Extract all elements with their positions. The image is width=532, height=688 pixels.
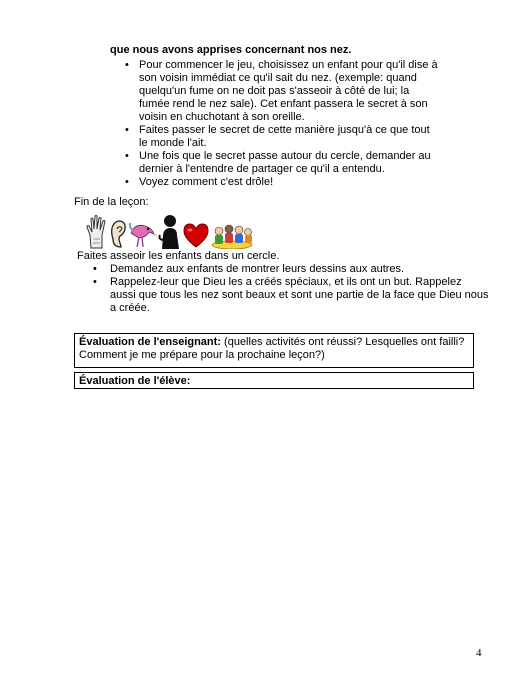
end-heading: Fin de la leçon: <box>74 196 149 208</box>
icon-strip <box>85 211 253 249</box>
list-item: • Faites passer le secret de cette manière jusqu'à ce que tout le monde l'ait. <box>119 124 441 150</box>
list-item: • Demandez aux enfants de montrer leurs dessins aux autres. <box>84 263 490 276</box>
heart-icon <box>181 221 211 249</box>
intro-line: que nous avons apprises concernant nos nez. <box>110 44 352 56</box>
teacher-evaluation-label: Évaluation de l'enseignant: <box>79 336 221 348</box>
list-item: • Voyez comment c'est drôle! <box>119 176 441 189</box>
page-number: 4 <box>476 647 482 659</box>
teacher-evaluation-box <box>74 333 474 368</box>
ear-icon <box>109 219 127 249</box>
teacher-evaluation-text: (quelles activités ont réussi? Lesquelles ont failli? Comment je me prépare pour la prochaine leçon?) <box>79 336 465 361</box>
end-steps-list <box>84 263 490 315</box>
list-item: • Une fois que le secret passe autour du cercle, demander au dernier à l'entendre de partager ce qu'il a entendu. <box>119 150 441 176</box>
list-item: • Rappelez-leur que Dieu les a créés spéciaux, et ils ont un but. Rappelez aussi que tous les nez sont beaux et sont une partie de la face que Dieu nous a créée. <box>84 276 490 315</box>
bird-icon <box>127 217 157 249</box>
hand-icon <box>85 215 109 249</box>
student-evaluation-box <box>74 372 474 389</box>
circle-line: Faites asseoir les enfants dans un cercle. <box>77 250 280 262</box>
student-evaluation-label: Évaluation de l'élève: <box>79 375 191 387</box>
list-item: • Pour commencer le jeu, choisissez un enfant pour qu'il dise à son voisin immédiat ce qu'il sait du nez. (exemple: quand quelqu'un fume on ne doit pas s'asseoir à côté de lui; la fumée rend le nez sale). Cet enfant passera le secret à son voisin en chuchotant à son oreille. <box>119 59 441 124</box>
children-group-icon <box>211 223 253 249</box>
child-listening-icon <box>157 213 181 249</box>
game-steps-list <box>119 59 441 189</box>
